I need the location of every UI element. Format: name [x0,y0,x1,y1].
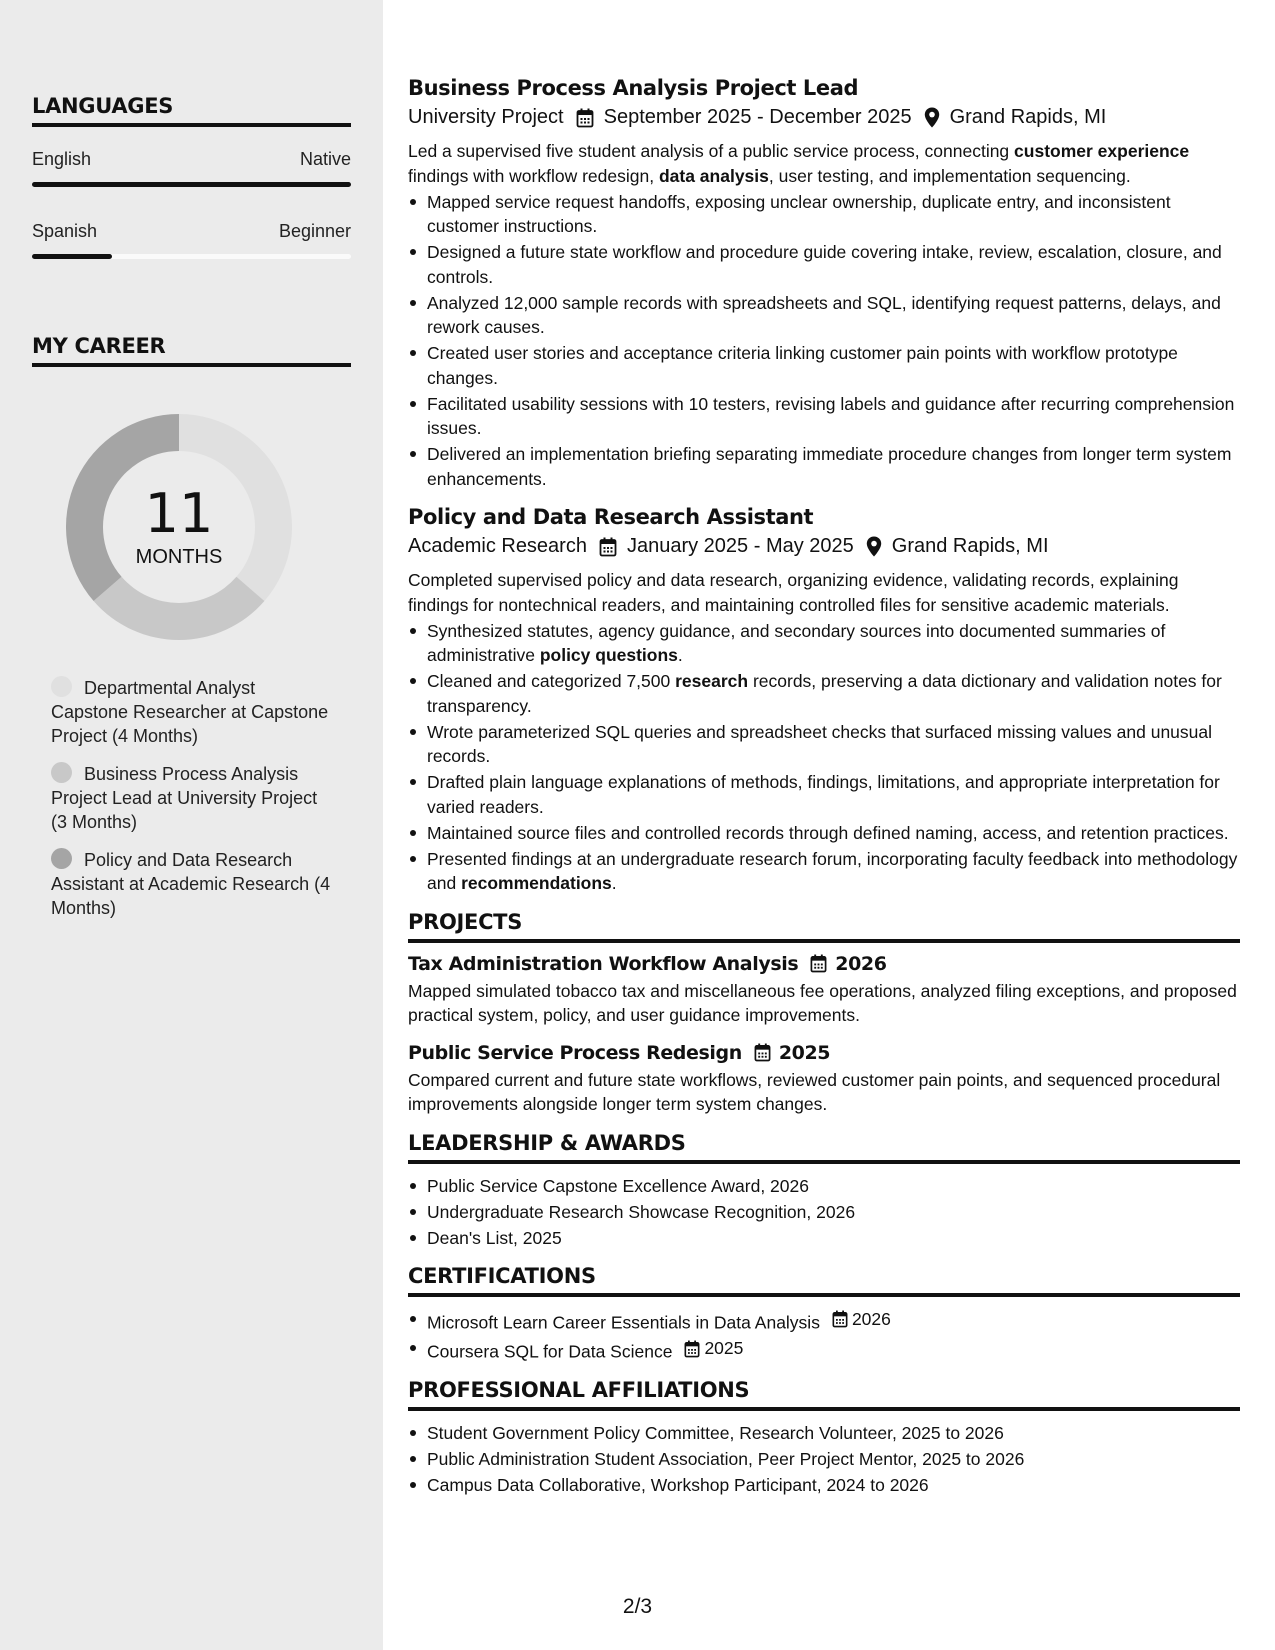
summary-keyword: data analysis [658,165,769,186]
affiliation-item: Public Administration Student Association, Peer Project Mentor, 2025 to 2026 [408,1447,1240,1472]
language-item [32,221,351,259]
languages-heading: LANGUAGES [32,94,351,127]
job-bullet: Wrote parameterized SQL queries and spreadsheet checks that surfaced missing values and unusual records. [408,720,1240,769]
project-title: Tax Administration Workflow Analysis [408,952,799,975]
calendar-icon [810,954,827,973]
job-summary [408,139,1240,188]
job-bullet: Delivered an implementation briefing separating immediate procedure changes from longer term system enhancements. [408,442,1240,491]
calendar-icon [684,1340,700,1358]
summary-text: findings with workflow redesign, [408,165,659,186]
job-dates: January 2025 - May 2025 [626,535,854,557]
bullet-text: . [611,873,617,893]
project-title-row [408,953,1240,975]
calendar-icon [576,108,594,128]
legend-dot [51,848,72,869]
award-item: Dean's List, 2025 [408,1226,1240,1251]
job-bullet: Created user stories and acceptance criteria linking customer pain points with workflow prototype changes. [408,341,1240,390]
job-organization: Academic Research [408,535,587,557]
job-summary: Completed supervised policy and data research, organizing evidence, validating records, explaining findings for nontechnical readers, and maintaining controlled files for sensitive academic materials. [408,570,1179,615]
bullet-text: . [677,645,683,665]
certification-year: 2026 [851,1309,891,1329]
sidebar [0,0,383,1650]
career-legend [51,676,331,934]
career-section [32,334,351,367]
bullet-keyword: research [675,671,749,691]
certification-item [408,1336,1240,1364]
bullet-text: Synthesized statutes, agency guidance, and secondary sources into documented summaries of administrative [427,620,1166,665]
project-entry [408,1042,1240,1117]
job-bullet [408,669,1240,718]
summary-keyword: customer experience [1014,141,1190,161]
legend-label: Policy and Data Research Assistant at Academic Research (4 Months) [51,850,331,918]
projects-heading: PROJECTS [408,910,1240,943]
total-months-unit: MONTHS [135,545,223,568]
award-item: Undergraduate Research Showcase Recognition, 2026 [408,1200,1240,1225]
affiliation-item: Campus Data Collaborative, Workshop Participant, 2024 to 2026 [408,1473,1240,1498]
career-donut-chart [66,414,292,640]
bullet-text: records, preserving a data dictionary and validation notes for transparency. [427,671,1222,716]
certifications-heading: CERTIFICATIONS [408,1264,1240,1297]
job-bullet: Mapped service request handoffs, exposing unclear ownership, duplicate entry, and inconsistent customer instructions. [408,190,1240,239]
project-year: 2026 [835,952,887,975]
languages-section [32,94,351,259]
project-description: Compared current and future state workflows, reviewed customer pain points, and sequenced procedural improvements alongside longer term system changes. [408,1069,1221,1114]
legend-item [51,848,331,920]
language-proficiency-bar [32,254,351,259]
bullet-text: Presented findings at an undergraduate research forum, incorporating faculty feedback into methodology and [427,848,1238,893]
language-name: Spanish [32,221,98,241]
job-title: Policy and Data Research Assistant [408,505,814,529]
experience-entry [408,505,1240,896]
certifications-list [408,1307,1240,1364]
legend-item [51,676,331,748]
summary-text: Led a supervised five student analysis of a public service process, connecting [408,141,1015,161]
calendar-icon [832,1310,848,1328]
location-pin-icon [866,536,882,557]
location-pin-icon [924,107,940,128]
job-meta [408,106,1240,129]
job-location: Grand Rapids, MI [891,535,1049,557]
page-number [0,1595,1275,1619]
project-title: Public Service Process Redesign [408,1041,742,1064]
calendar-icon [599,537,617,557]
legend-label: Business Process Analysis Project Lead at University Project (3 Months) [51,764,318,832]
awards-heading: LEADERSHIP & AWARDS [408,1131,1240,1164]
language-item [32,149,351,187]
certification-item [408,1307,1240,1335]
language-proficiency-bar [32,182,351,187]
job-meta [408,535,1240,558]
job-bullet [408,847,1240,896]
donut-center [66,414,292,640]
affiliations-heading: PROFESSIONAL AFFILIATIONS [408,1378,1240,1411]
language-name: English [32,149,92,169]
total-months-number: 11 [144,481,214,545]
affiliations-list [408,1421,1240,1498]
legend-dot [51,676,72,697]
job-location: Grand Rapids, MI [949,106,1107,128]
project-title-row [408,1042,1240,1064]
job-title: Business Process Analysis Project Lead [408,76,859,100]
legend-dot [51,762,72,783]
certification-name: Microsoft Learn Career Essentials in Data Analysis [427,1312,820,1333]
job-bullets [408,190,1240,492]
job-organization: University Project [408,106,564,128]
calendar-icon [754,1043,771,1062]
language-proficiency-fill [32,182,351,187]
certification-name: Coursera SQL for Data Science [427,1341,673,1362]
career-heading: MY CAREER [32,334,351,367]
job-bullet: Drafted plain language explanations of methods, findings, limitations, and appropriate interpretation for varied readers. [408,770,1240,819]
job-bullet [408,619,1240,668]
language-level: Beginner [278,221,351,241]
language-proficiency-fill [32,254,112,259]
job-bullet: Designed a future state workflow and procedure guide covering intake, review, escalation, closure, and controls. [408,240,1240,289]
job-bullet: Analyzed 12,000 sample records with spreadsheets and SQL, identifying request patterns, delays, and rework causes. [408,291,1240,340]
job-bullet: Maintained source files and controlled records through defined naming, access, and retention practices. [408,821,1240,846]
bullet-keyword: policy questions [539,645,678,665]
project-year: 2025 [778,1041,831,1064]
summary-text: , user testing, and implementation sequencing. [768,165,1131,186]
bullet-keyword: recommendations [461,873,612,893]
legend-label: Departmental Analyst Capstone Researcher at Capstone Project (4 Months) [51,678,329,746]
experience-entry [408,76,1240,491]
bullet-text: Cleaned and categorized 7,500 [427,671,676,691]
project-description: Mapped simulated tobacco tax and miscellaneous fee operations, analyzed filing exceptions, and proposed practical system, policy, and user guidance improvements. [408,980,1237,1025]
certification-year: 2025 [704,1338,744,1359]
awards-list [408,1174,1240,1251]
project-entry [408,953,1240,1028]
affiliation-item: Student Government Policy Committee, Research Volunteer, 2025 to 2026 [408,1421,1240,1446]
job-dates: September 2025 - December 2025 [603,106,912,128]
award-item: Public Service Capstone Excellence Award, 2026 [408,1174,1240,1199]
main-content [408,76,1240,1498]
page-number-text: 2/3 [622,1595,653,1618]
language-level: Native [299,149,351,169]
job-bullets [408,619,1240,896]
legend-item [51,762,331,834]
job-bullet: Facilitated usability sessions with 10 testers, revising labels and guidance after recurring comprehension issues. [408,392,1240,441]
